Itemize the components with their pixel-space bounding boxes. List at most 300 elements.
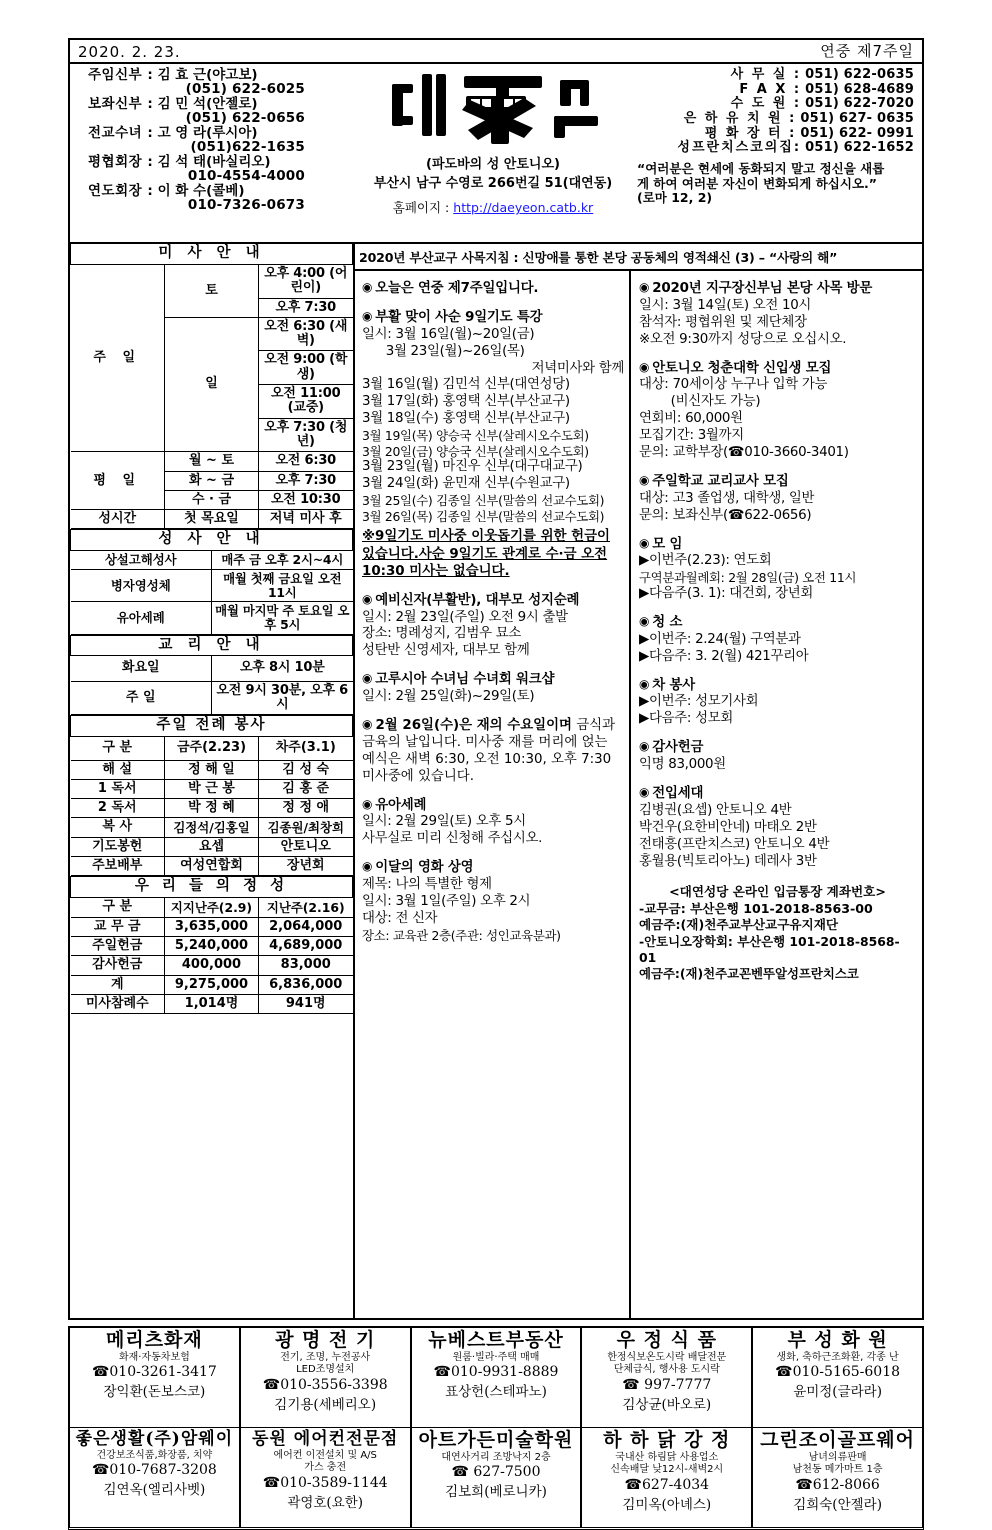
- table-row: [71, 452, 353, 471]
- sacrament-value: 매월 마지막 주 토요일 오후 5시: [212, 602, 353, 634]
- left-column: [70, 244, 355, 1318]
- liturgy-header-0: 구 분: [71, 737, 165, 760]
- mass-time: 저녁 미사 후: [259, 510, 353, 529]
- novena-speaker: 3월 25일(수) 김종일 신부(말씀의 선교수도회): [362, 493, 605, 509]
- pastoral-guideline-banner: 2020년 부산교구 사목지침 : 신망애를 통한 본당 공동체의 영적쇄신 (3) – “사랑의 해”: [355, 244, 922, 271]
- staff-name: 고 영 라(루시아): [157, 124, 258, 141]
- contact-label: F A X :: [739, 81, 802, 97]
- notice-title-text: 차 봉사: [652, 677, 695, 693]
- ad-contact-person: 김연옥(엘리사벳): [103, 1482, 206, 1499]
- notice-title-text: 유아세례: [375, 797, 427, 813]
- ad-phone: ☎627-4034: [624, 1476, 710, 1493]
- liturgy-role: 기도봉헌: [71, 837, 165, 856]
- sacrament-value: 매주 금 오후 2시~4시: [212, 551, 353, 570]
- ad-description: 국내산 하림닭 사용업소: [615, 1451, 719, 1463]
- ad-description: 에어컨 이전설치 및 A/S: [273, 1449, 377, 1461]
- liturgy-next: 김종원/최창희: [259, 818, 353, 837]
- liturgy-role: 복 사: [71, 818, 165, 837]
- notice-line: 대상: 전 신자: [362, 910, 438, 926]
- mass-table-title: 미 사 안 내: [71, 244, 353, 264]
- scripture-reference: (로마 12, 2): [637, 189, 713, 205]
- mass-schedule-table: [70, 244, 353, 529]
- notice-line: 대상: 고3 졸업생, 대학생, 일반: [639, 490, 815, 506]
- liturgy-current: 박 근 봉: [165, 779, 259, 798]
- notice-title-text: 청 소: [652, 614, 683, 630]
- notice-title: [362, 671, 624, 689]
- notice-title: [639, 280, 916, 298]
- mass-time: 오후 4:00 (어린이): [259, 264, 353, 298]
- table-row: [71, 975, 353, 994]
- contact-number: 051) 622-7020: [805, 96, 914, 112]
- table-row: [71, 681, 353, 715]
- notice-title-text: 예비신자(부활반), 대부모 성지순례: [375, 592, 580, 608]
- notice-lent-novena: [362, 309, 624, 581]
- notice-catechist-recruit: [639, 473, 916, 525]
- sacrament-value: 매월 첫째 금요일 오전 11시: [212, 569, 353, 601]
- notice-line: 장소: 명례성지, 김범우 묘소: [362, 626, 522, 642]
- ad-card[interactable]: [753, 1328, 922, 1427]
- notice-title: [639, 360, 916, 378]
- ad-row-top: [70, 1328, 922, 1428]
- contact-number: 051) 622- 0991: [800, 125, 914, 141]
- ad-description: 생화, 축하근조화환, 각종 난: [776, 1351, 899, 1363]
- table-header-row: [71, 737, 353, 760]
- notice-line: 모집기간: 3월까지: [639, 428, 744, 444]
- notice-movie-screening: [362, 859, 624, 943]
- table-row: [71, 264, 353, 298]
- contact-label: 은 하 유 치 원 :: [683, 111, 797, 127]
- novena-speaker: 3월 18일(수) 홍영택 신부(부산교구): [362, 411, 570, 427]
- scripture-line-2: 게 하여 여러분 자신이 변화되게 하십시오.”: [637, 175, 877, 191]
- table-row: [71, 994, 353, 1013]
- liturgy-current: 박 정 혜: [165, 799, 259, 818]
- offering-prev2: 1,014명: [165, 994, 259, 1013]
- sacrament-table: [70, 529, 353, 634]
- notice-line: 문의: 보좌신부(☎622-0656): [639, 507, 812, 523]
- ad-description-2: 남천동 메가마트 1층: [792, 1464, 883, 1476]
- notice-line: 참석자: 평협위원 및 제단체장: [639, 314, 807, 330]
- table-row: [71, 656, 353, 681]
- liturgy-current: 정 해 일: [165, 760, 259, 779]
- liturgy-next: 장년회: [259, 857, 353, 876]
- ad-contact-person: 김상균(바오로): [622, 1396, 712, 1413]
- ad-card[interactable]: [753, 1428, 922, 1527]
- ad-card[interactable]: [582, 1428, 753, 1527]
- mass-time: 오후 7:30 (청년): [259, 418, 353, 452]
- contact-label: 성프란치스코의집:: [677, 140, 802, 156]
- bullet-icon: ◉: [362, 717, 373, 732]
- homepage-link[interactable]: http://daeyeon.catb.kr: [453, 200, 594, 215]
- notice-line: 연회비: 60,000원: [639, 411, 743, 427]
- notice-title: [362, 280, 624, 298]
- notice-title-text: 주일학교 교리교사 모집: [652, 473, 789, 489]
- bullet-icon: ◉: [362, 671, 373, 686]
- masthead-center: [355, 64, 631, 242]
- bullet-icon: ◉: [639, 280, 650, 294]
- ad-business-name: 메리츠화재: [106, 1329, 203, 1351]
- staff-role: 보좌신부 :: [88, 95, 154, 112]
- ad-phone: ☎ 627-7500: [451, 1464, 541, 1481]
- notice-line: (비신자도 가능): [639, 394, 761, 410]
- bullet-icon: ◉: [639, 613, 650, 628]
- catechism-label: 화요일: [71, 656, 212, 681]
- table-row: [71, 551, 353, 570]
- liturgy-role: 2 독서: [71, 799, 165, 818]
- staff-entry: [76, 184, 351, 213]
- mass-day: 수 · 금: [165, 490, 259, 509]
- notice-line: 일시: 3월 1일(주일) 오후 2시: [362, 894, 531, 910]
- offering-label: 감사헌금: [71, 956, 165, 975]
- staff-role: 평협회장 :: [88, 153, 154, 170]
- contact-entry: [637, 68, 914, 83]
- offering-prev1: 2,064,000: [259, 917, 353, 936]
- notice-thanksgiving-offering: [639, 739, 916, 774]
- ad-description: 화재·자동차보험: [118, 1351, 190, 1363]
- mass-time: 오전 6:30 (새벽): [259, 317, 353, 351]
- table-row: [71, 760, 353, 779]
- ash-wednesday-text: [362, 717, 624, 786]
- bank-heading: <대연성당 온라인 입금통장 계좌번호>: [669, 884, 886, 900]
- contact-number: 051) 622-1652: [805, 140, 914, 156]
- notice-title-text: 2020년 지구장신부님 본당 사목 방문: [652, 281, 873, 296]
- notice-title-text: 이달의 영화 상영: [375, 860, 474, 876]
- ad-description-2: 가스 충전: [304, 1462, 347, 1474]
- right-column: [631, 271, 922, 1318]
- mass-time: 오전 10:30: [259, 490, 353, 509]
- ad-contact-person: 표상헌(스테파노): [445, 1384, 547, 1401]
- notice-line: 일시: 3월 16일(월)~20일(금): [362, 326, 535, 342]
- ad-card[interactable]: [412, 1428, 583, 1527]
- ad-business-name: 하 하 닭 강 정: [603, 1429, 731, 1451]
- novena-speaker: 3월 24일(화) 윤민재 신부(수원교구): [362, 476, 570, 492]
- contact-number: 051) 628-4689: [805, 81, 914, 97]
- notice-workshop: [362, 671, 624, 706]
- notice-line: 일시: 2월 29일(토) 오후 5시: [362, 814, 526, 830]
- offering-prev1: 941명: [259, 994, 353, 1013]
- liturgical-season: 연중 제7주일: [820, 42, 914, 60]
- notice-title: [639, 473, 916, 491]
- notice-line: ※오전 9:30까지 성당으로 오십시오.: [639, 331, 847, 347]
- notice-title: [639, 536, 916, 554]
- notice-line: 제목: 나의 특별한 형제: [362, 877, 492, 893]
- offering-label: 미사참례수: [71, 994, 165, 1013]
- liturgy-header-1: 금주(2.23): [165, 737, 259, 760]
- church-logo: [355, 66, 631, 152]
- notice-title: [362, 797, 624, 815]
- ad-business-name: 동원 에어컨전문점: [252, 1429, 399, 1449]
- notice-title: [639, 614, 916, 632]
- offering-label: 교 무 금: [71, 917, 165, 936]
- ad-card[interactable]: [70, 1428, 241, 1527]
- table-row: [71, 857, 353, 876]
- notice-title-text: 모 임: [652, 536, 683, 552]
- notice-line: ▶다음주(3. 1): 대건회, 장년회: [639, 585, 813, 601]
- ad-contact-person: 윤미정(글라라): [793, 1384, 882, 1401]
- bullet-icon: ◉: [362, 591, 373, 606]
- table-row: [71, 799, 353, 818]
- table-row: [71, 779, 353, 798]
- notice-tea-service: [639, 677, 916, 729]
- table-row: [71, 936, 353, 955]
- novena-speaker: 3월 20일(금) 양승국 신부(살레시오수도회): [362, 443, 589, 459]
- novena-speaker: 3월 26일(목) 김종일 신부(말씀의 선교수도회): [362, 508, 605, 524]
- notice-line: ▶이번주: 2.24(월) 구역분과: [639, 631, 801, 647]
- bank-line: 예금주:(재)천주교꼰벤뚜알성프란치스코: [639, 965, 859, 981]
- staff-phone: 010-4554-4000: [187, 168, 305, 185]
- novena-speaker: 3월 16일(월) 김민석 신부(대연성당): [362, 377, 570, 393]
- mass-time: 오전 9:00 (학생): [259, 351, 353, 385]
- novena-speaker: 3월 19일(목) 양승국 신부(살레시오수도회): [362, 428, 589, 444]
- ad-business-name: 우 정 식 품: [616, 1329, 717, 1351]
- liturgy-role: 주보배부: [71, 857, 165, 876]
- contact-label: 수 도 원 :: [730, 96, 802, 112]
- mass-group-sunday: 주 일: [71, 264, 165, 451]
- notice-line: 장소: 교육관 2층(주관: 성인교육분과): [362, 927, 561, 943]
- offering-prev1: 83,000: [259, 956, 353, 975]
- staff-entry: [76, 97, 351, 126]
- notice-line: 성탄반 신영세자, 대부모 함께: [362, 643, 530, 659]
- offering-header-0: 구 분: [71, 898, 165, 917]
- table-row: [71, 569, 353, 601]
- ad-description: 전기, 조명, 누전공사: [280, 1351, 371, 1363]
- sacrament-label: 유아세례: [71, 602, 212, 634]
- mass-time: 오전 11:00 (교중): [259, 385, 353, 419]
- table-row: [71, 602, 353, 634]
- ad-description: 원룸·빌라·주택 매매: [452, 1351, 540, 1363]
- contact-entry: [637, 97, 914, 112]
- notice-line: 전태흥(프란치스코) 안토니오 4반: [639, 836, 830, 852]
- notice-line: ▶다음주: 3. 2(월) 421꾸리아: [639, 648, 809, 664]
- liturgy-current: 요셉: [165, 837, 259, 856]
- offering-label: 계: [71, 975, 165, 994]
- ad-card[interactable]: [241, 1428, 412, 1527]
- notice-pilgrimage: [362, 592, 624, 661]
- notice-title: [639, 677, 916, 695]
- notice-infant-baptism: [362, 797, 624, 849]
- daejuin-calligraphy-logo: [378, 66, 608, 152]
- bulletin-sheet: [68, 38, 924, 1320]
- ad-description-2: 신속배달 낮12시-새벽2시: [610, 1464, 724, 1476]
- notices-area: [355, 244, 922, 1318]
- body-grid: [70, 244, 922, 1318]
- ad-business-name: 광 명 전 기: [275, 1329, 376, 1351]
- ad-description: 대연사거리 조방낙지 2층: [441, 1451, 551, 1463]
- notice-cleaning: [639, 614, 916, 666]
- contact-entry: [637, 141, 914, 156]
- ad-contact-person: 장익환(돈보스코): [103, 1384, 206, 1401]
- ad-card[interactable]: [241, 1328, 412, 1427]
- liturgy-next: 김 홍 준: [259, 779, 353, 798]
- contact-entry: [637, 112, 914, 127]
- offering-prev2: 400,000: [165, 956, 259, 975]
- table-row: [71, 917, 353, 936]
- ad-phone: ☎612-8066: [795, 1476, 880, 1493]
- middle-column: [355, 271, 631, 1318]
- notice-title-text: 부활 맞이 사순 9일기도 특강: [375, 309, 543, 325]
- ad-phone: ☎010-3261-3417: [91, 1364, 217, 1381]
- staff-phone: 010-7326-0673: [187, 196, 305, 213]
- offering-header-2: 지난주(2.16): [259, 898, 353, 917]
- liturgy-table-title: 주일 전례 봉사: [71, 716, 353, 737]
- notice-meetings: [639, 536, 916, 603]
- ad-card[interactable]: [582, 1328, 753, 1427]
- notice-new-households: [639, 785, 916, 870]
- sacrament-label: 병자영성체: [71, 569, 212, 601]
- ad-card[interactable]: [412, 1328, 583, 1427]
- liturgy-next: 안토니오: [259, 837, 353, 856]
- notice-title-text: 전입세대: [652, 786, 704, 801]
- notice-line: 3월 23일(월)~26일(목): [362, 343, 525, 359]
- table-row: [71, 956, 353, 975]
- scripture-quote: [637, 162, 914, 205]
- catechism-label: 주 일: [71, 681, 212, 715]
- offering-prev1: 6,836,000: [259, 975, 353, 994]
- mass-day: 토: [165, 264, 259, 317]
- staff-phone: (051) 622-6025: [185, 81, 305, 98]
- mass-group-weekday: 평 일: [71, 452, 165, 510]
- contact-label: 평 화 장 터 :: [704, 125, 797, 141]
- ad-contact-person: 김희숙(안젤라): [793, 1496, 882, 1513]
- notice-line: 사무실로 미리 신청해 주십시오.: [362, 831, 543, 847]
- liturgy-current: 김정석/김홍일: [165, 818, 259, 837]
- liturgy-header-2: 차주(3.1): [259, 737, 353, 760]
- mass-time: 오후 7:30: [259, 471, 353, 490]
- ad-business-name: 좋은생활(주)암웨이: [75, 1429, 234, 1449]
- staff-entry: [76, 68, 351, 97]
- staff-phone: (051)622-1635: [190, 139, 305, 156]
- notice-line: ▶이번주: 성모기사회: [639, 694, 759, 710]
- bulletin-date: 2020. 2. 23.: [78, 43, 181, 61]
- mass-day: 일: [165, 317, 259, 451]
- staff-name: 이 화 수(콜베): [157, 182, 245, 199]
- ad-description: 건강보조식품,화장품, 치약: [96, 1449, 213, 1461]
- masthead: [70, 64, 922, 244]
- bank-line: -교무금: 부산은행 101-2018-8563-00: [639, 900, 873, 916]
- ad-description: 한정식보온도시락 배달전문: [607, 1351, 727, 1363]
- liturgy-service-table: [70, 715, 353, 876]
- liturgy-current: 여성연합회: [165, 857, 259, 876]
- ad-contact-person: 김기용(세베리오): [274, 1396, 377, 1413]
- bank-line: 예금주:(재)천주교부산교구유지재단: [639, 917, 839, 933]
- table-row: [71, 510, 353, 529]
- offering-prev2: 3,635,000: [165, 917, 259, 936]
- titlebar: [70, 40, 922, 64]
- notice-line: 박건우(요한비안네) 마태오 2반: [639, 819, 817, 835]
- mass-group-holyhour: 성시간: [71, 510, 165, 529]
- notice-title: [362, 859, 624, 877]
- homepage-label: 홈페이지 :: [392, 200, 450, 215]
- notice-today: [362, 280, 624, 298]
- notice-line: 홍월용(빅토리아노) 데레사 3반: [639, 853, 817, 869]
- notice-line: 김병권(요셉) 안토니오 4반: [639, 802, 792, 818]
- notice-columns: [355, 271, 922, 1318]
- bank-account-info: [639, 884, 916, 981]
- offering-prev2: 9,275,000: [165, 975, 259, 994]
- ad-contact-person: 김보희(베로니카): [445, 1484, 547, 1501]
- staff-name: 김 효 근(야고보): [157, 67, 258, 83]
- notice-ash-wednesday: [362, 717, 624, 786]
- ad-card[interactable]: [70, 1328, 241, 1427]
- ad-phone: ☎010-5165-6018: [775, 1364, 901, 1381]
- liturgy-next: 김 성 숙: [259, 760, 353, 779]
- bullet-icon: ◉: [639, 472, 650, 487]
- ad-phone: ☎010-3589-1144: [262, 1474, 388, 1491]
- table-header-row: [71, 898, 353, 917]
- bullet-icon: ◉: [362, 308, 373, 323]
- contact-number: 051) 627- 0635: [800, 111, 914, 127]
- liturgy-role: 1 독서: [71, 779, 165, 798]
- notice-line: 대상: 70세이상 누구나 입학 가능: [639, 377, 828, 393]
- notice-title-text: 2월 26일(수)은 재의 수요일이며: [375, 718, 572, 734]
- offering-prev1: 4,689,000: [259, 936, 353, 955]
- notice-title-text: 안토니오 청춘대학 신입생 모집: [652, 360, 832, 376]
- contact-list: [631, 64, 922, 242]
- mass-time: 오후 7:30: [259, 298, 353, 317]
- advertisement-section: [68, 1326, 924, 1530]
- notice-line-right: 저녁미사와 함께: [531, 360, 624, 376]
- notice-title-text: 감사헌금: [652, 740, 704, 756]
- bullet-icon: ◉: [639, 676, 650, 691]
- ad-contact-person: 곽영호(요한): [287, 1494, 364, 1511]
- notice-line: ▶이번주(2.23): 연도회: [639, 553, 772, 569]
- notice-line: 일시: 2월 25일(화)~29일(토): [362, 689, 535, 705]
- staff-entry: [76, 126, 351, 155]
- offering-prev2: 5,240,000: [165, 936, 259, 955]
- ad-description: 남녀의류판매: [808, 1451, 867, 1463]
- bullet-icon: ◉: [639, 359, 650, 374]
- novena-emphasis: ※9일기도 미사중 이웃돕기를 위한 헌금이 있습니다.사순 9일기도 관계로 수·금 오전 10:30 미사는 없습니다.: [362, 529, 610, 580]
- staff-phone: (051) 622-0656: [185, 110, 305, 127]
- offering-header-1: 지지난주(2.9): [165, 898, 259, 917]
- staff-entry: [76, 155, 351, 184]
- notice-title: [362, 309, 624, 327]
- ad-description-2: 단체급식, 행사용 도시락: [613, 1364, 720, 1376]
- notice-line: 익명 83,000원: [639, 757, 726, 773]
- bullet-icon: ◉: [362, 280, 373, 294]
- contact-label: 사 무 실 :: [730, 67, 802, 82]
- ad-phone: ☎010-9931-8889: [433, 1364, 559, 1381]
- contact-number: 051) 622-0635: [805, 67, 914, 82]
- notice-title: [362, 592, 624, 610]
- mass-time: 오전 6:30: [259, 452, 353, 471]
- staff-list: [70, 64, 355, 242]
- ad-contact-person: 김미옥(아녜스): [622, 1496, 712, 1513]
- scripture-line-1: “여러분은 현세에 동화되지 말고 정신을 새롭: [637, 161, 885, 177]
- ad-phone: ☎010-3556-3398: [262, 1376, 388, 1393]
- mass-day: 화 ~ 금: [165, 471, 259, 490]
- sacrament-label: 상설고해성사: [71, 551, 212, 570]
- staff-name: 김 민 석(안젤로): [157, 95, 258, 112]
- mass-day: 월 ~ 토: [165, 452, 259, 471]
- notice-line: 일시: 2월 23일(주일) 오전 9시 출발: [362, 609, 568, 625]
- notice-line: 문의: 교학부장(☎010-3660-3401): [639, 445, 849, 461]
- notice-senior-university: [639, 360, 916, 462]
- staff-role: 연도회장 :: [88, 182, 154, 199]
- notice-line: 일시: 3월 14일(토) 오전 10시: [639, 297, 812, 313]
- offering-table-title: 우 리 들 의 정 성: [71, 877, 353, 898]
- staff-role: 전교수녀 :: [88, 124, 154, 141]
- homepage-line: [355, 198, 631, 216]
- notice-title-text: 고루시아 수녀님 수녀회 워크샵: [375, 672, 555, 688]
- patron-saint: (파도바의 성 안토니오): [426, 157, 560, 172]
- notice-line: ▶다음주: 성모회: [639, 711, 733, 727]
- staff-role: 주임신부 :: [88, 67, 154, 83]
- offering-table: [70, 876, 353, 1014]
- church-address: 부산시 남구 수영로 266번길 51(대연동): [373, 176, 613, 191]
- ad-business-name: 아트가든미술학원: [418, 1429, 574, 1451]
- bullet-icon: ◉: [362, 796, 373, 811]
- notice-continuation: 금식과 금육의 날입니다. 미사중 재를 머리에 얹는 예식은 새벽 6:30, 오전 10:30, 오후 7:30 미사중에 있습니다.: [362, 718, 616, 784]
